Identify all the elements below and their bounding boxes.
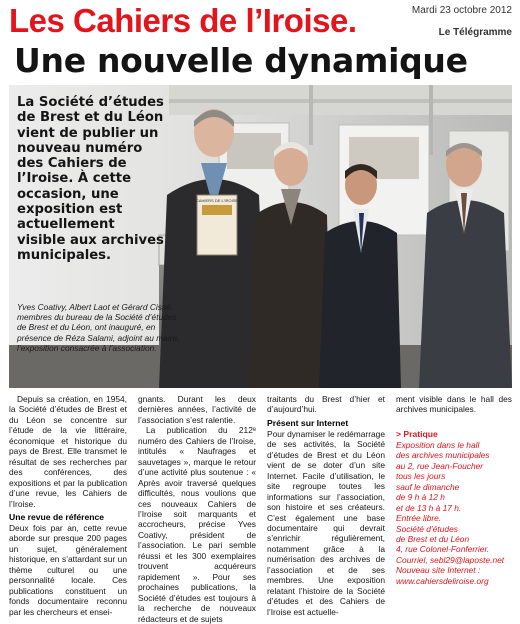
- pratique-line: tous les jours: [396, 471, 446, 482]
- subheading-revue: Une revue de référence: [9, 511, 105, 522]
- pratique-heading: > Pratique: [396, 428, 438, 439]
- subheading-internet: Présent sur Internet: [267, 417, 349, 428]
- headline-line-2: Une nouvelle dynamique: [14, 41, 468, 80]
- book-cover-title: CAHIERS DE L'IROISE: [195, 198, 239, 203]
- pratique-line: Entrée libre.: [396, 513, 442, 524]
- pratique-line: Nouveau site Internet :: [396, 565, 481, 576]
- pratique-line: Société d’études: [396, 523, 458, 534]
- website-link[interactable]: www.cahiersdeliroise.org: [396, 575, 489, 586]
- body-paragraph: Depuis sa création, en 1954, la Société d’études de Brest et du Léon se concentre sur l’étude de la vie littéraire, économique et historique du pays de Brest. Elle transmet le résultat de ses recherches par des conférences, des expositions et par la publication d’une revue, les Cahiers de l’Iroise.: [9, 394, 127, 509]
- photo-caption: Yves Coativy, Albert Laot et Gérard Cissé, membres du bureau de la Société d’études de Brest et du Léon, ont inauguré, en présence de Réza Salami, adjoint au maire, l’exposition consacrée à l’association.: [17, 302, 180, 353]
- article-column-1: [9, 394, 127, 617]
- newspaper-name: Le Télégramme: [438, 27, 512, 38]
- body-paragraph: ment visible dans le hall des archives municipales.: [396, 394, 512, 415]
- body-paragraph: gnants. Durant les deux dernières années, l’activité de l’association s’est ralentie.: [138, 394, 256, 425]
- pratique-line: de Brest et du Léon: [396, 533, 470, 544]
- body-paragraph: La publication du 212ᵉ numéro des Cahiers de l’Iroise, intitulés « Naufrages et sauvetages », marque le retour d’une activité plus soutenue : « Après avoir traversé quelques difficultés, nous voulions que ces nouveaux Cahiers de l’Iroise soit marquants et accrocheurs, précise Yves Coativy, président de l’association. Le pari semble réussi et les 300 exemplaires trouvent acquéreurs rapidement ». Pour ses prochaines publications, la Société d’études est toujours à la recherche de nouveaux rédacteurs et de sujets: [138, 425, 256, 624]
- email-link[interactable]: Courriel, sebl29@laposte.net: [396, 554, 505, 565]
- pratique-line: au 2, rue Jean-Foucher: [396, 460, 484, 471]
- article-column-2: [138, 394, 256, 624]
- pratique-line: 4, rue Colonel-Fonferrier.: [396, 544, 490, 555]
- article-column-4: [396, 394, 512, 586]
- article-column-3: [267, 394, 385, 617]
- article-lead: La Société d’études de Brest et du Léon vient de publier un nouveau numéro des Cahiers de l’Iroise. À cette occasion, une exposition est actuellement visible aux archives municipales.: [17, 95, 164, 263]
- publication-date: Mardi 23 octobre 2012: [411, 5, 512, 16]
- pratique-line: Exposition dans le hall: [396, 439, 480, 450]
- body-paragraph: Pour dynamiser le redémarrage de ses activités, la Société d’études de Brest et du Léon vient de se doter d’un site Internet. Facile d’utilisation, le site regroupe toutes les informations sur l’association, son histoire et ses créateurs. C’est également une base documentaire qui devrait s’enrichir régulièrement, notamment grâce à la numérisation des archives de l’association et de ses membres. Une exposition relatant l’histoire de la Société d’études et des Cahiers de l’Iroise est actuelle-: [267, 428, 385, 617]
- pratique-line: sauf le dimanche: [396, 481, 460, 492]
- body-paragraph: traitants du Brest d’hier et d’aujourd’hui.: [267, 394, 385, 415]
- headline-line-1: Les Cahiers de l’Iroise.: [9, 2, 357, 39]
- pratique-line: des archives municipales: [396, 450, 490, 461]
- pratique-line: de 9 h à 12 h: [396, 492, 445, 503]
- body-paragraph: Deux fois par an, cette revue aborde sur presque 200 pages un sujet, généralement historique, en s’attardant sur un thème culturel ou une personnalité locale. Ces publications constituent un fonds documentaire reconnu par les chercheurs et ensei-: [9, 522, 127, 617]
- pratique-line: et de 13 h à 17 h.: [396, 502, 462, 513]
- pratique-box: [396, 440, 512, 586]
